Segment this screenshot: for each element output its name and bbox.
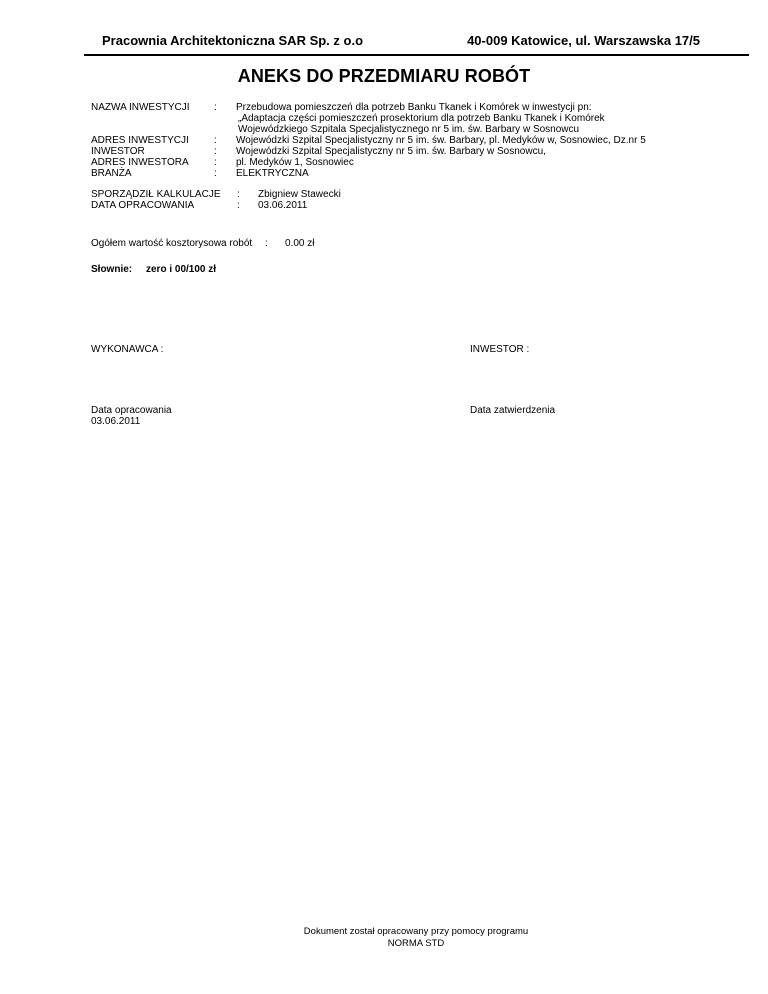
nazwa-inwestycji-separator: : (214, 102, 217, 113)
sporzadzil-label: SPORZĄDZIŁ KALKULACJE (91, 189, 221, 200)
data-zatwierdzenia-label: Data zatwierdzenia (470, 405, 556, 416)
total-value-amount: 0.00 zł (285, 238, 315, 249)
inwestor-label: INWESTOR (91, 146, 145, 157)
data-opracowania-value: 03.06.2011 (258, 200, 308, 211)
sporzadzil-separator: : (237, 189, 240, 200)
footer-note (0, 926, 768, 950)
branza-label: BRANŻA (91, 168, 132, 179)
adres-inwestycji-label: ADRES INWESTYCJI (91, 135, 189, 146)
words-value: zero i 00/100 zł (146, 264, 217, 275)
adres-inwestora-value: pl. Medyków 1, Sosnowiec (236, 157, 354, 168)
adres-inwestora-separator: : (214, 157, 217, 168)
header-divider (84, 54, 749, 56)
inwestor-value: Wojewódzki Szpital Specjalistyczny nr 5 im. św. Barbary w Sosnowcu, (236, 146, 546, 157)
footer-line-1: Dokument został opracowany przy pomocy programu (303, 926, 529, 937)
data-opracowania-label: DATA OPRACOWANIA (91, 200, 195, 211)
adres-inwestora-label: ADRES INWESTORA (91, 157, 189, 168)
data-opracowania-separator: : (237, 200, 240, 211)
branza-separator: : (214, 168, 217, 179)
data-opracowania-signature-value: 03.06.2011 (91, 416, 141, 427)
footer-line-2: NORMA STD (387, 938, 445, 949)
nazwa-inwestycji-line-2: „Adaptacja części pomieszczeń prosektorium dla potrzeb Banku Tkanek i Komórek (238, 113, 605, 124)
nazwa-inwestycji-label: NAZWA INWESTYCJI (91, 102, 190, 113)
total-value-label: Ogółem wartość kosztorysowa robót (91, 238, 253, 249)
nazwa-inwestycji-line-1: Przebudowa pomieszczeń dla potrzeb Banku Tkanek i Komórek w inwestycji pn: (236, 102, 592, 113)
wykonawca-label: WYKONAWCA : (91, 344, 164, 355)
adres-inwestycji-separator: : (214, 135, 217, 146)
page-title: ANEKS DO PRZEDMIARU ROBÓT (237, 66, 531, 86)
branza-value: ELEKTRYCZNA (236, 168, 309, 179)
inwestor-signature-label: INWESTOR : (470, 344, 530, 355)
inwestor-separator: : (214, 146, 217, 157)
adres-inwestycji-value: Wojewódzki Szpital Specjalistyczny nr 5 im. św. Barbary, pl. Medyków w, Sosnowiec, Dz.nr 5 (236, 135, 646, 146)
words-label: Słownie: (91, 264, 133, 275)
header-address: 40-009 Katowice, ul. Warszawska 17/5 (467, 33, 700, 48)
header-company: Pracownia Architektoniczna SAR Sp. z o.o (102, 33, 364, 48)
total-value-separator: : (265, 238, 268, 249)
sporzadzil-value: Zbigniew Stawecki (258, 189, 341, 200)
data-opracowania-signature-label: Data opracowania (91, 405, 172, 416)
nazwa-inwestycji-line-3: Wojewódzkiego Szpitala Specjalistycznego nr 5 im. św. Barbary w Sosnowcu (238, 124, 580, 135)
